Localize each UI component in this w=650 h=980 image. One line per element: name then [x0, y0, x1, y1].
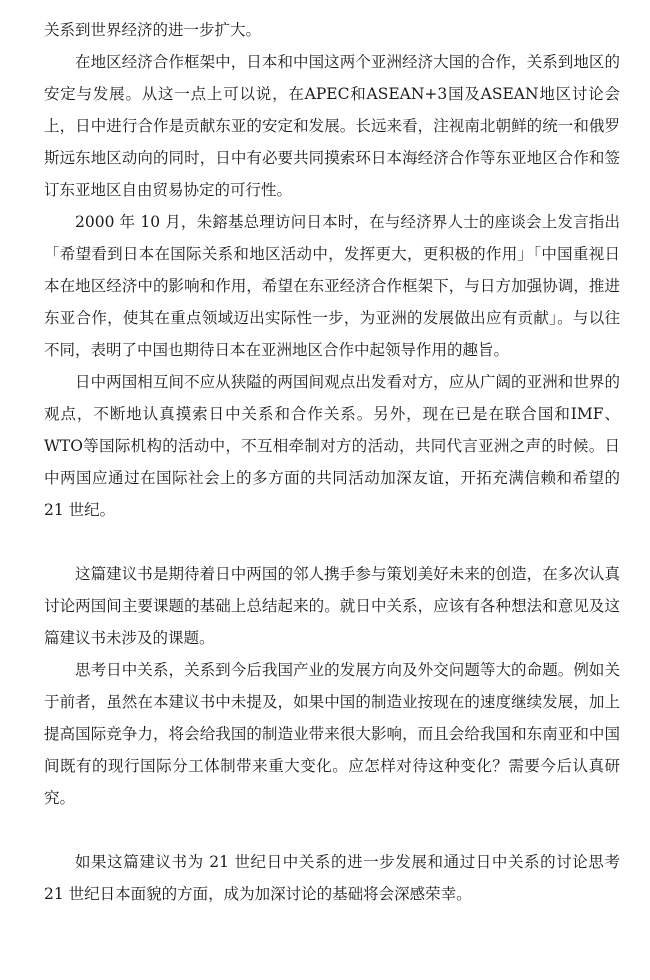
paragraph-mutual-perspective: 日中两国相互间不应从狭隘的两国间观点出发看对方，应从广阔的亚洲和世界的观点，不断地认真摸索日中关系和合作关系。另外，现在已是在联合国和IMF、WTO等国际机构的活动中，不互相牵制对方的活动，共同代言亚洲之声的时候。日中两国应通过在国际社会上的多方面的共同活动加深友谊，开拓充满信赖和希望的 21 世纪。 [44, 373, 620, 519]
document-page [44, 14, 620, 910]
paragraph-regional-cooperation: 在地区经济合作框架中，日本和中国这两个亚洲经济大国的合作，关系到地区的安定与发展。从这一点上可以说，在APEC和ASEAN+3国及ASEAN地区讨论会上，日中进行合作是贡献东亚的安定和发展。长远来看，注视南北朝鲜的统一和俄罗斯远东地区动向的同时，日中有必要共同摸索环日本海经济合作等东亚地区合作和签订东亚地区自由贸易协定的可行性。 [44, 53, 620, 199]
section-gap [44, 814, 620, 846]
paragraph-industry-impact: 思考日中关系，关系到今后我国产业的发展方向及外交问题等大的命题。例如关于前者，虽然在本建议书中未提及，如果中国的制造业按现在的速度继续发展，加上提高国际竞争力，将会给我国的制造业带来很大影响，而且会给我国和东南亚和中国间既有的现行国际分工体制带来重大变化。应怎样对待这种变化？需要今后认真研究。 [44, 661, 620, 807]
paragraph-zhu-rongji-visit: 2000 年 10 月，朱鎔基总理访问日本时，在与经济界人士的座谈会上发言指出「希望看到日本在国际关系和地区活动中，发挥更大，更积极的作用」「中国重视日本在地区经济中的影响和作用，希望在东亚经济合作框架下，与日方加强协调，推进东亚合作，使其在重点领域迈出实际性一步，为亚洲的发展做出应有贡献」。与以往不同，表明了中国也期待日本在亚洲地区合作中起领导作用的趣旨。 [44, 213, 620, 359]
section-gap [44, 526, 620, 558]
paragraph-closing: 如果这篇建议书为 21 世纪日中关系的进一步发展和通过日中关系的讨论思考 21 世纪日本面貌的方面，成为加深讨论的基础将会深感荣幸。 [44, 853, 620, 903]
paragraph-continuation: 关系到世界经济的进一步扩大。 [44, 21, 262, 39]
paragraph-proposal-purpose: 这篇建议书是期待着日中两国的邻人携手参与策划美好未来的创造，在多次认真讨论两国间主要课题的基础上总结起来的。就日中关系，应该有各种想法和意见及这篇建议书未涉及的课题。 [44, 565, 620, 647]
